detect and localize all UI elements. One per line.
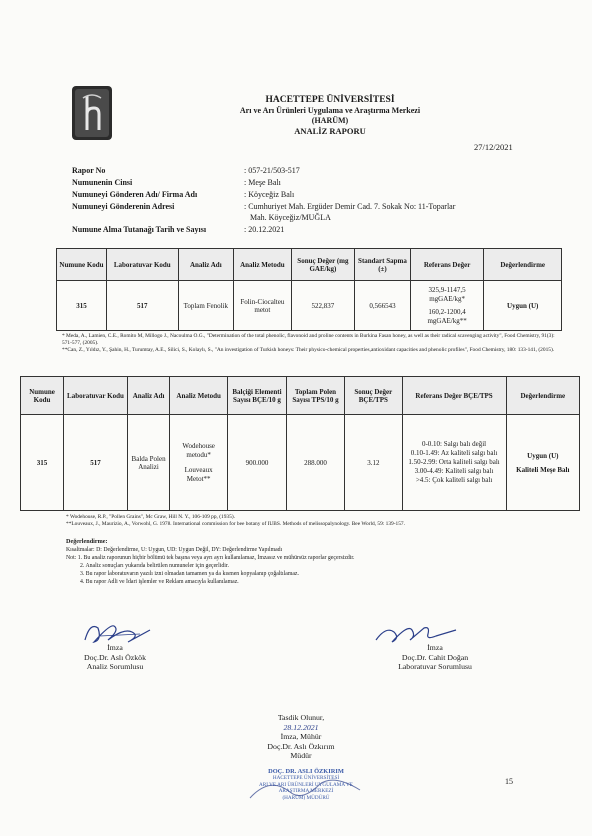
references-1 xyxy=(62,333,562,354)
cell-reference xyxy=(402,415,506,511)
signer-name: Doç.Dr. Cahit Doğan xyxy=(401,652,469,662)
col-header: Laboratuvar Kodu xyxy=(107,249,179,281)
col-header: Sonuç Değer BÇE/TPS xyxy=(345,377,402,415)
reference-item: * Wodehouse, R.P., "Pollen Grains", Mc Graw, Hill N. Y., 106-109 pp, (1935). xyxy=(66,514,235,520)
evaluation-line: Uygun (U) xyxy=(527,451,559,460)
meta-key: Rapor No xyxy=(72,166,106,175)
center-abbr: (HARÜM) xyxy=(311,116,349,125)
reference-item: **Can, Z., Yıldız, Y., Şahin, H., Turumtay, A.E., Silici, S., Kolaylı, S., "An investigation of Turkish honeys: Their physico-chemical properties,antioxidant capacities and phenolic profiles", Food Chemistry, 180: 133-141, (2015). xyxy=(62,347,555,353)
cell-bce: 900.000 xyxy=(228,415,287,511)
col-header: Toplam Polen Sayısı TPS/10 g xyxy=(286,377,344,415)
signature-label: İmza xyxy=(107,643,123,652)
cell-std-dev: 0,566543 xyxy=(355,281,411,331)
cell-lab-code: 517 xyxy=(64,415,128,511)
reference-line: 0-0.10: Salgı balı değil xyxy=(421,440,487,448)
signer-role: Laboratuvar Sorumlusu xyxy=(398,662,472,671)
col-header: Laboratuvar Kodu xyxy=(64,377,128,415)
abbreviations: Kısaltmalar: D: Değerlendirme, U: Uygun, UD: Uygun Değil, DY: Değerlendirme Yapılmadı xyxy=(66,547,283,553)
meta-value: : Cumhuriyet Mah. Ergüder Demir Cad. 7. Sokak No: 11-Toparlar xyxy=(244,202,456,211)
meta-value: : 20.12.2021 xyxy=(244,225,285,234)
note-item: Not: 1. Bu analiz raporunun hiçbir bölümü tek başına veya ayrı ayrı kullanılamaz, İmzasız ve mühürsüz raporlar geçersizdir. xyxy=(66,555,355,561)
table-header-row xyxy=(57,249,562,281)
approver-name: Doç.Dr. Aslı Özkırım xyxy=(267,741,335,751)
phenolic-results-table xyxy=(56,248,562,331)
cell-sample-code: 315 xyxy=(57,281,107,331)
cell-sample-code: 315 xyxy=(21,415,64,511)
note-item: 2. Analiz sonuçları yukarıda belirtilen numuneler için geçerlidir. xyxy=(80,563,229,569)
col-header: Numune Kodu xyxy=(21,377,64,415)
cell-lab-code: 517 xyxy=(107,281,179,331)
stamp-line: ARI VE ARI ÜRÜNLERİ UYGULAMA VE ARAŞTIRMA MERKEZİ xyxy=(259,781,353,795)
cell-analysis: Balda Polen Analizi xyxy=(127,415,169,511)
col-header: Balçiği Elementi Sayısı BÇE/10 g xyxy=(228,377,287,415)
reference-line: 0.10-1.49: Az kaliteli salgı balı xyxy=(410,449,498,457)
reference-item: * Meda, A., Lamien, C.E., Romito M, Millogo J., Nacoulma O.G., "Determination of the total phenolic, flavonoid and proline contents in Burkina Fasan honey, as well as their radical scavenging activity", Food Chemistry, 91(3): 571-577, (2005). xyxy=(62,333,555,346)
signer-name: Doç.Dr. Aslı Özkök xyxy=(84,652,146,662)
meta-key: Numuneyi Gönderen Adı/ Firma Adı xyxy=(72,190,198,199)
note-item: 4. Bu rapor Adli ve İdari işlemler ve Reklam amacıyla kullanılamaz. xyxy=(80,579,239,585)
col-header: Numune Kodu xyxy=(57,249,107,281)
cell-evaluation xyxy=(506,415,579,511)
table-header-row xyxy=(21,377,580,415)
note-item: 3. Bu rapor laboratuvarın yazılı izni olmadan tamamen ya da kısmen kopyalanıp çoğaltılamaz. xyxy=(80,571,299,577)
meta-value: : Meşe Balı xyxy=(244,178,281,187)
method-line: Louveaux Metot** xyxy=(184,465,213,483)
col-header: Standart Sapma (±) xyxy=(355,249,411,281)
signature-left xyxy=(60,643,170,672)
evaluation-line: Kaliteli Meşe Balı xyxy=(516,465,570,474)
cell-result: 3.12 xyxy=(345,415,402,511)
meta-key: Numune Alma Tutanağı Tarih ve Sayısı xyxy=(72,225,207,234)
meta-value: : Köyceğiz Balı xyxy=(244,190,295,199)
stamp-signature-icon xyxy=(240,772,370,806)
col-header: Değerlendirme xyxy=(484,249,562,281)
stamp-line: (HARÜM) MÜDÜRÜ xyxy=(282,794,330,801)
university-logo xyxy=(70,84,114,142)
signer-role: Analiz Sorumlusu xyxy=(86,662,144,671)
col-header: Değerlendirme xyxy=(506,377,579,415)
stamp-line: DOÇ. DR. ASLI ÖZKIRIM xyxy=(268,768,344,775)
cell-tps: 288.000 xyxy=(286,415,344,511)
table-row xyxy=(21,415,580,511)
method-line: Wodehouse metodu* xyxy=(182,441,215,459)
table-row xyxy=(57,281,562,331)
cell-evaluation: Uygun (U) xyxy=(484,281,562,331)
page-number: 15 xyxy=(505,777,513,786)
evaluation-title: Değerlendirme: xyxy=(66,538,108,545)
signature-label: İmza xyxy=(427,643,443,652)
approval-date: 28.12.2021 xyxy=(283,722,319,732)
col-header: Analiz Adı xyxy=(178,249,234,281)
evaluation-section xyxy=(66,538,354,586)
stamp-line: HACETTEPE ÜNİVERSİTESİ xyxy=(272,775,340,782)
reference-line: 160,2-1200,4 mgGAE/kg** xyxy=(427,307,467,325)
pollen-results-table xyxy=(20,376,580,511)
meta-value: : 057-21/503-517 xyxy=(244,166,300,175)
cell-result: 522,837 xyxy=(291,281,354,331)
col-header: Referans Değer xyxy=(410,249,484,281)
col-header: Analiz Adı xyxy=(127,377,169,415)
university-name: HACETTEPE ÜNİVERSİTESİ xyxy=(265,95,395,105)
approver-role: Müdür xyxy=(290,751,312,760)
signature-right xyxy=(370,643,500,672)
reference-line: 3.00-4.49: Kaliteli salgı balı xyxy=(414,467,494,475)
reference-line: 1.50-2.99: Orta kaliteli salgı balı xyxy=(408,458,500,466)
approval-label: İmza, Mühür xyxy=(280,732,322,741)
report-title: ANALİZ RAPORU xyxy=(294,126,366,136)
meta-key: Numunenin Cinsi xyxy=(72,178,133,187)
meta-value: Mah. Köyceğiz/MUĞLA xyxy=(250,213,331,222)
reference-line: >4.5: Çok kaliteli salgı balı xyxy=(415,476,493,484)
col-header: Sonuç Değer (mg GAE/kg) xyxy=(291,249,354,281)
cell-analysis: Toplam Fenolik xyxy=(178,281,234,331)
center-name: Arı ve Arı Ürünleri Uygulama ve Araştırma Merkezi xyxy=(239,106,421,115)
col-header: Referans Değer BÇE/TPS xyxy=(402,377,506,415)
cell-method xyxy=(170,415,228,511)
col-header: Analiz Metodu xyxy=(234,249,292,281)
report-date: 27/12/2021 xyxy=(474,142,513,152)
approval-text: Tasdik Olunur, xyxy=(277,713,325,722)
approval-block xyxy=(236,713,366,761)
cell-reference xyxy=(410,281,484,331)
cell-method: Folin-Ciocalteu metot xyxy=(234,281,292,331)
meta-key: Numuneyi Gönderenin Adresi xyxy=(72,202,175,211)
reference-item: **Louveaux, J., Maurizio, A., Vorwohl, G. 1978. International commission for bee botany of IUBS. Methods of melissopalynology. Bee World, 59: 139-157. xyxy=(66,521,405,527)
references-2 xyxy=(66,514,566,528)
col-header: Analiz Metodu xyxy=(170,377,228,415)
reference-line: 325,9-1147,5 mgGAE/kg* xyxy=(428,285,466,303)
